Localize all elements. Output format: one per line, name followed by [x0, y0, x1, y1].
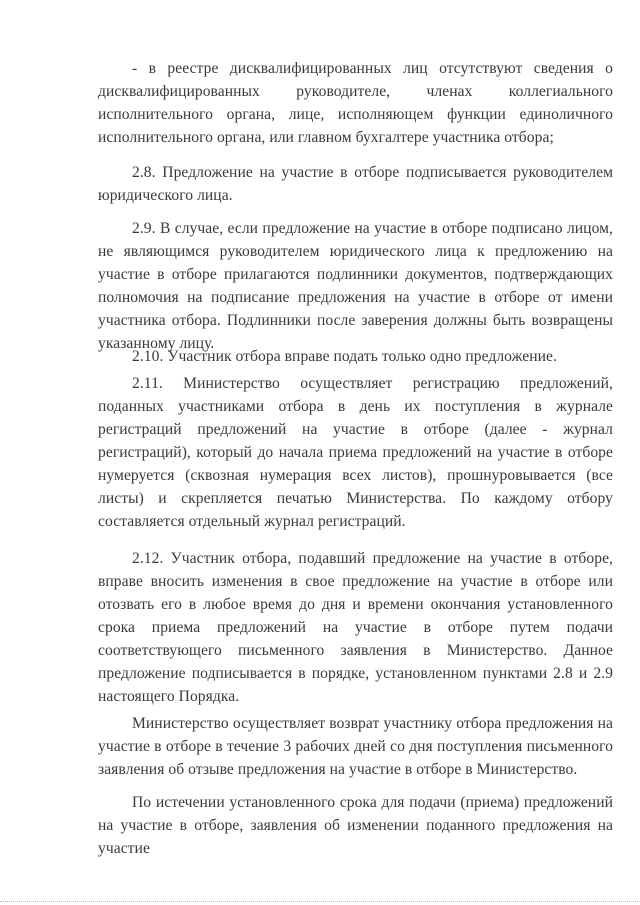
paragraph-2-12: 2.12. Участник отбора, подавший предложение на участие в отборе, вправе вносить изменения в свое предложение на участие в отборе или отозвать его в любое время до дня и времени окончания установленного срока приема предложений на участие в отборе путем подачи соответствующего письменного заявления в Министерство. Данное предложение подписывается в порядке, установленном пунктами 2.8 и 2.9 настоящего Порядка.: [98, 550, 613, 705]
paragraph-deadline: По истечении установленного срока для подачи (приема) предложений на участие в отборе, заявления об изменении поданного предложения на участие: [98, 794, 613, 857]
page-bottom-edge: [0, 901, 640, 902]
paragraph-2-11: 2.11. Министерство осуществляет регистрацию предложений, поданных участниками отбора в день их поступления в журнале регистраций предложений на участие в отборе (далее - журнал регистраций), который до начала приема предложений на участие в отборе нумеруется (сквозная нумерация всех листов), прошнуровывается (все листы) и скрепляется печатью Министерства. По каждому отбору составляется отдельный журнал регистраций.: [98, 375, 613, 530]
paragraph-return: Министерство осуществляет возврат участнику отбора предложения на участие в отборе в течение 3 рабочих дней со дня поступления письменного заявления об отзыве предложения на участие в отборе в Министерство.: [98, 715, 613, 778]
paragraph-2-9: 2.9. В случае, если предложение на участие в отборе подписано лицом, не являющимся руководителем юридического лица к предложению на участие в отборе прилагаются подлинники документов, подтверждающих полномочия на подписание предложения на участие в отборе от имени участника отбора. Подлинники после заверения должны быть возвращены указанному лицу.: [98, 220, 613, 352]
paragraph-2-10: 2.10. Участник отбора вправе подать только одно предложение.: [132, 348, 557, 365]
paragraph-registry-condition: - в реестре дисквалифицированных лиц отсутствуют сведения о дисквалифицированных руководителе, членах коллегиального исполнительного органа, лице, исполняющем функции единоличного исполнительного органа, или главном бухгалтере участника отбора;: [98, 60, 613, 146]
paragraph-2-8: 2.8. Предложение на участие в отборе подписывается руководителем юридического лица.: [98, 164, 613, 204]
